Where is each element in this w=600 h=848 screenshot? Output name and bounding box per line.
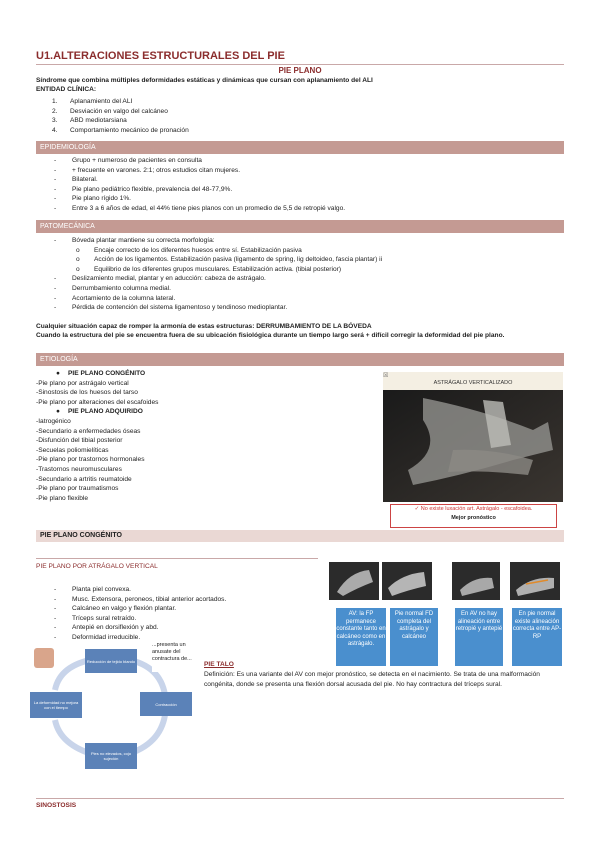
intro-text: Síndrome que combina múltiples deformidades estáticas y dinámicas que cursan con aplanamiento del ALI (36, 77, 373, 84)
diagram-node-top: Reducción de tejido blando (85, 649, 137, 673)
list-item: - Acortamiento de la columna lateral. (54, 294, 176, 302)
info-card: En AV no hay alineación entre retropié y antepié (455, 608, 503, 666)
xray-thumb (452, 562, 500, 600)
etiologia-list (36, 369, 366, 503)
list-item: - Derrumbamiento columna medial. (54, 284, 171, 292)
list-item: 1. Aplanamiento del ALI (52, 98, 133, 105)
list-item: - Bilateral. (54, 176, 98, 184)
list-item: - Antepié en dorsiflexión y abd. (54, 624, 159, 632)
page-title: U1.ALTERACIONES ESTRUCTURALES DEL PIE (36, 50, 285, 62)
info-card: AV: la FP permanece constante tanto en calcáneo como en astrágalo. (336, 608, 386, 666)
av-sublabel: PIE PLANO POR ATRÁGALO VERTICAL (36, 563, 158, 570)
list-item: -Secundario a artritis reumatoide (36, 475, 132, 483)
section-bar-epidemiologia: EPIDEMIOLOGÍA (36, 141, 564, 154)
xray-image (383, 390, 563, 502)
list-item: - Pie plano pediátrico flexible, prevalencia del 48-77,9%. (54, 185, 233, 193)
xray-thumb (329, 562, 379, 600)
epidemiologia-list (54, 156, 554, 214)
list-item: - + frecuente en varones. 2:1; otros estudios citan mujeres. (54, 166, 241, 174)
list-item: -Secundario a enfermedades óseas (36, 427, 141, 435)
list-item: -Iatrogénico (36, 417, 71, 425)
list-item: - Pérdida de contención del sistema ligamentoso y tendinoso medioplantar. (54, 304, 288, 312)
congenito-label: ● PIE PLANO CONGÉNITO (56, 370, 146, 377)
list-item: -Sinostosis de los huesos del tarso (36, 389, 138, 397)
list-item: - Planta piel convexa. (54, 586, 132, 593)
av-list (54, 585, 324, 643)
list-item: -Disfunción del tibial posterior (36, 437, 123, 445)
section-bar-congenito: PIE PLANO CONGÉNITO (36, 530, 564, 542)
diagram-node-left: La deformidad no mejora con el tiempo (30, 692, 82, 718)
list-item: o Encaje correcto de los diferentes huesos entre sí. Estabilización pasiva (76, 246, 302, 254)
section-bar-etiologia: ETIOLOGÍA (36, 353, 564, 366)
list-item: - Deformidad irreducible. (54, 633, 141, 641)
list-item: - Calcáneo en valgo y flexión plantar. (54, 605, 177, 613)
list-item: - Tríceps sural retraído. (54, 614, 137, 622)
patomecanica-p2: Cuando la estructura del pie se encuentra fuera de su ubicación fisiológica durante un tiempo largo será + difícil corregir la deformidad del pie plano. (36, 332, 505, 339)
list-item: -Secuelas poliomielíticas (36, 446, 109, 454)
divider (36, 558, 318, 559)
list-item: o Acción de los ligamentos. Estabilización pasiva (ligamento de spring, lig deltoideo, fascia plantar) ii (76, 256, 383, 264)
patomecanica-p1: Cualquier situación capaz de romper la armonía de estas estructuras: DERRUMBAMIENTO DE LA BÓVEDA (36, 323, 372, 330)
list-item: - Bóveda plantar mantiene su correcta morfología: (54, 237, 215, 244)
info-card: Pie normal FD completa del astrágalo y calcáneo (390, 608, 438, 666)
xray-caption-box (390, 504, 557, 528)
xray-figure (383, 372, 563, 502)
list-item: - Deslizamiento medial, plantar y en aducción: cabeza de astrágalo. (54, 275, 266, 283)
small-marker-icon: ☒ (383, 373, 389, 379)
entidad-label: ENTIDAD CLÍNICA: (36, 86, 97, 93)
list-item: - Grupo + numeroso de pacientes en consulta (54, 157, 202, 164)
list-item: 4. Comportamiento mecánico de pronación (52, 126, 189, 134)
pie-talo-text: Definición: Es una variante del AV con mejor pronóstico, se detecta en el nacimiento. Se trata de una malformación congénita, donde se presenta una flexión dorsal acusada del pie. No hay contractura del tríceps sural. (204, 671, 540, 688)
patomecanica-list (54, 236, 564, 313)
diagram-snippet: ...presenta un anusate del contractura de... (152, 642, 198, 672)
xray-label: ASTRÁGALO VERTICALIZADO (433, 380, 513, 386)
list-item: -Pie plano flexible (36, 494, 89, 502)
pie-talo-label: PIE TALO (204, 661, 234, 668)
section-subtitle: PIE PLANO (278, 66, 322, 75)
adquirido-label: ● PIE PLANO ADQUIRIDO (56, 408, 143, 416)
diagram-node-bottom: Pies no elevados, cojo sujeción (85, 743, 137, 769)
section-bar-patomecanica: PATOMECÁNICA (36, 220, 564, 233)
list-item: -Pie plano por traumatismos (36, 485, 119, 493)
title-rule (36, 64, 564, 65)
xray-caption-2: Mejor pronóstico (451, 515, 496, 521)
list-item: o Equilibrio de los diferentes grupos musculares. Estabilización activa. (tibial posterior) (76, 265, 342, 273)
list-item: - Pie plano rígido 1%. (54, 195, 132, 203)
list-item: 2. Desviación en valgo del calcáneo (52, 107, 168, 115)
xray-caption-1: ✓ No existe luxación art. Astrágalo - escafoidea. (414, 506, 533, 512)
list-item: - Musc. Extensora, peroneos, tibial anterior acortados. (54, 595, 227, 603)
list-item: -Pie plano por alteraciones del escafoides (36, 398, 159, 406)
list-item: 3. ABD mediotarsiana (52, 117, 127, 125)
list-item: -Pie plano por astrágalo vertical (36, 379, 129, 387)
xray-thumb (510, 562, 560, 600)
foot-photo (34, 648, 54, 668)
footer-label: SINOSTOSIS (36, 802, 77, 809)
list-item: -Pie plano por trastornos hormonales (36, 456, 145, 464)
info-card: En pie normal existe alineación correcta entre AP-RP (512, 608, 562, 666)
diagram-node-right: Contracción (140, 692, 192, 716)
entidad-list (52, 97, 532, 135)
footer-rule (36, 798, 564, 799)
list-item: -Trastornos neuromusculares (36, 465, 122, 473)
xray-thumb (382, 562, 432, 600)
list-item: - Entre 3 a 6 años de edad, el 44% tiene pies planos con un promedio de 5,5 de retropié valgo. (54, 204, 346, 212)
